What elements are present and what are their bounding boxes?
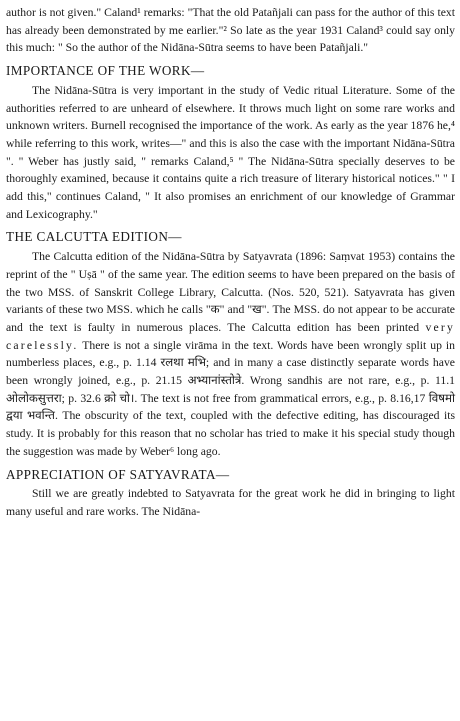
appreciation-paragraph: Still we are greatly indebted to Satyavrata for the great work he did in bringing to light many useful and rare works. The Nidāna-	[6, 487, 455, 518]
calcutta-text-spaced: very carelessly.	[6, 320, 456, 352]
section-importance	[6, 62, 455, 223]
section-calcutta-edition	[6, 228, 455, 460]
section-heading-appreciation: APPRECIATION OF SATYAVRATA—	[6, 466, 230, 482]
calcutta-text-part1: The Calcutta edition of the Nidāna-Sūtra by Satyavrata (1896: Saṃvat 1953) contains the reprint of the " Uṣā " of the same year. The edition seems to have been prepared on the basis of the two MSS. of Sanskrit College Library, Calcutta. (Nos. 520, 521). Satyavrata has given variants of these two MSS. which he calls "क" and "ख". The MSS. do not appear to be accurate and the text is faulty in numerous places. The Calcutta edition has been printed	[6, 250, 455, 334]
section-heading-calcutta: THE CALCUTTA EDITION—	[6, 229, 182, 245]
calcutta-text-part2: There is not a single virāma in the text. Words have been wrongly split up in numberless places, e.g., p. 1.14 रलथा मभि; and in many a case distinctly separate words have been wrongly joined, e.g., p. 21.15 अभ्यानांस्तोत्रे. Wrong sandhis are not rare, e.g., p. 11.1 ओलोकसुत्तरा; p. 32.6 क्रो चो।. The text is not free from grammatical errors, e.g., p. 8.16,17 विषमो द्वया भवन्ति. The obscurity of the text, coupled with the defective editing, has discouraged its study. It is probably for this reason that no scholar has tried to make it his special study though the suggestion was made by Weber⁶ long ago.	[6, 338, 456, 458]
section-heading-importance: IMPORTANCE OF THE WORK—	[6, 63, 205, 79]
importance-paragraph: The Nidāna-Sūtra is very important in the study of Vedic ritual Literature. Some of the authorities referred to are unheard of elsewhere. It throws much light on some rare works and unknown writers. Burnell recognised the importance of the work. As early as the year 1876 he,⁴ while referring to this work, writes—" and this is also the case with the important Nidāna-Sūtra ". " Weber has justly said, " remarks Caland,⁵ " The Nidāna-Sūtra specially deserves to be thoroughly examined, because it contains quite a rich treasure of literary historical notices." " I add this," continues Caland, " It also promises an enrichment of our knowledge of Grammar and Lexicography."	[6, 83, 455, 221]
section-appreciation	[6, 466, 455, 521]
calcutta-paragraph	[6, 248, 455, 460]
intro-paragraph: author is not given." Caland¹ remarks: "That the old Patañjali can pass for the author of this text has already been demonstrated by me earlier."² So late as the year 1931 Caland³ could say only this much: " So the author of the Nidāna-Sūtra seems to have been Patañjali."	[6, 6, 455, 55]
